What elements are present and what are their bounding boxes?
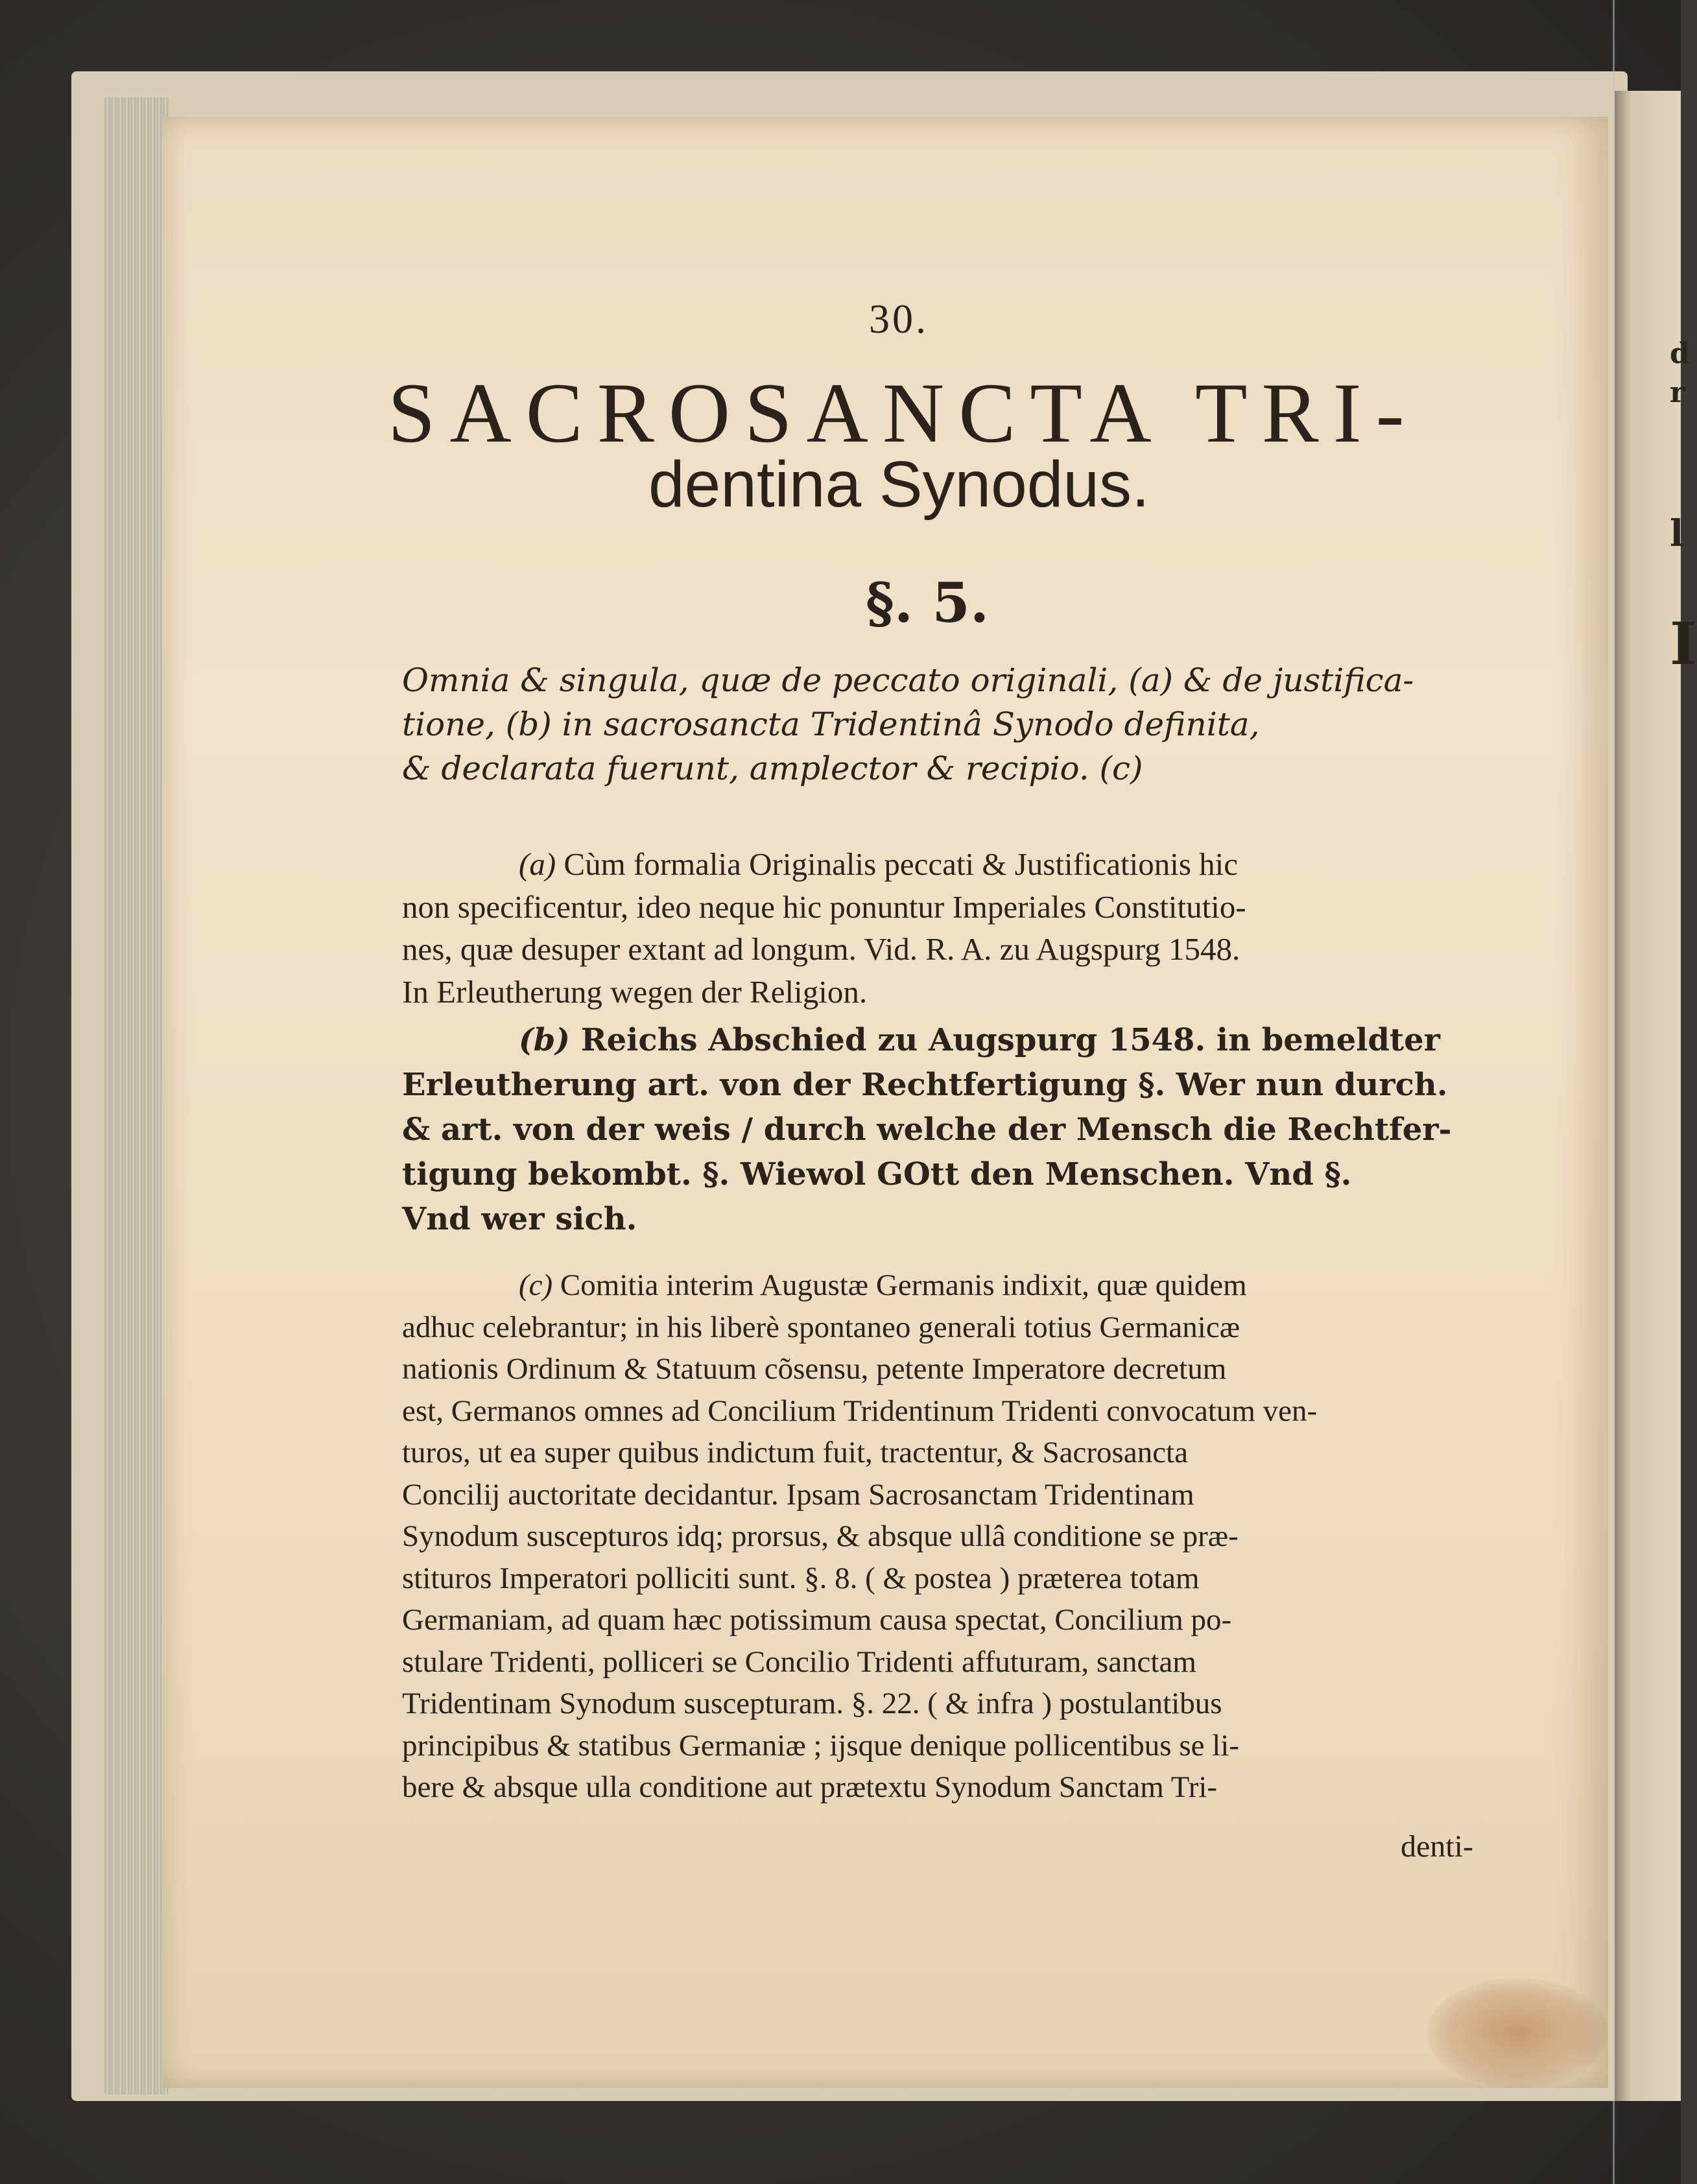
page-number: 30. (869, 296, 929, 342)
note-line: stulare Tridenti, polliceri se Concilio Tridenti affuturam, sanctam (402, 1644, 1196, 1679)
note-line: Germaniam, ad quam hæc potissimum causa spectat, Concilium po- (402, 1603, 1232, 1637)
catchword: denti- (1401, 1829, 1473, 1864)
note-line: nes, quæ desuper extant ad longum. Vid. R. A. zu Augspurg 1548. (402, 931, 1240, 967)
note-line: Reichs Abschied zu Augspurg 1548. in bemeldter (580, 1022, 1440, 1058)
section-heading: §. 5. (866, 571, 990, 635)
note-line: nationis Ordinum & Statuum cõsensu, petente Imperatore decretum (402, 1352, 1227, 1386)
note-line: bere & absque ulla conditione aut prætextu Synodum Sanctam Tri- (402, 1770, 1218, 1804)
note-line: Erleutherung art. von der Rechtfertigung §. Wer nun durch. (402, 1067, 1448, 1103)
note-line: tigung bekombt. §. Wiewol GOtt den Menschen. Vnd §. (402, 1156, 1352, 1193)
facing-page-letter: l (1670, 512, 1684, 555)
note-line: & art. von der weis / durch welche der Mensch die Rechtfer- (402, 1111, 1452, 1148)
note-line: principibus & statibus Germaniæ ; ijsque denique pollicentibus se li- (402, 1728, 1240, 1763)
note-b (402, 1018, 1478, 1242)
note-b-label: (b) (519, 1022, 570, 1058)
note-line: Vnd wer sich. (402, 1201, 637, 1237)
note-line: adhuc celebrantur; in his liberè spontaneo generali totius Germanicæ (402, 1310, 1240, 1344)
note-line: In Erleutherung wegen der Religion. (402, 973, 868, 1010)
facing-page-letter: r (1670, 376, 1685, 409)
article-line: Omnia & singula, quæ de peccato originali, (a) & de justifica- (402, 661, 1414, 699)
facing-page-letter: d (1670, 337, 1690, 370)
article-line: & declarata fuerunt, amplector & recipio. (c) (402, 750, 1143, 787)
title-line-1: SACROSANCTA TRI- (388, 365, 1419, 460)
note-line: Tridentinam Synodum suscepturam. §. 22. ( & infra ) postulantibus (402, 1687, 1222, 1720)
note-line: stituros Imperatori polliciti sunt. §. 8. ( & postea ) præterea totam (402, 1561, 1200, 1595)
title-line-2: dentina Synodus. (648, 448, 1150, 521)
note-line: turos, ut ea super quibus indictum fuit, tractentur, & Sacrosancta (402, 1436, 1188, 1469)
note-line: Concilij auctoritate decidantur. Ipsam Sacrosanctam Tridentinam (402, 1477, 1194, 1512)
article-line: tione, (b) in sacrosancta Tridentinâ Synodo definita, (402, 706, 1260, 743)
note-c (402, 1264, 1478, 1809)
note-line: Cùm formalia Originalis peccati & Justificationis hic (564, 846, 1239, 882)
water-stain (1427, 1978, 1608, 2088)
note-c-label: (c) (519, 1268, 553, 1302)
note-line: Synodum suscepturos idq; prorsus, & absque ullâ conditione se præ- (402, 1519, 1239, 1553)
page-edges (104, 97, 169, 2095)
note-a-label: (a) (519, 846, 556, 882)
note-line: non specificentur, ideo neque hic ponuntur Imperiales Constitutio- (402, 888, 1246, 925)
facing-page-letter: I (1670, 610, 1697, 678)
note-line: Comitia interim Augustæ Germanis indixit, quæ quidem (560, 1268, 1247, 1302)
glass-reflection (1613, 0, 1615, 2184)
note-line: est, Germanos omnes ad Concilium Tridentinum Tridenti convocatum ven- (402, 1394, 1318, 1428)
article-text (402, 658, 1466, 790)
note-a (402, 843, 1478, 1013)
